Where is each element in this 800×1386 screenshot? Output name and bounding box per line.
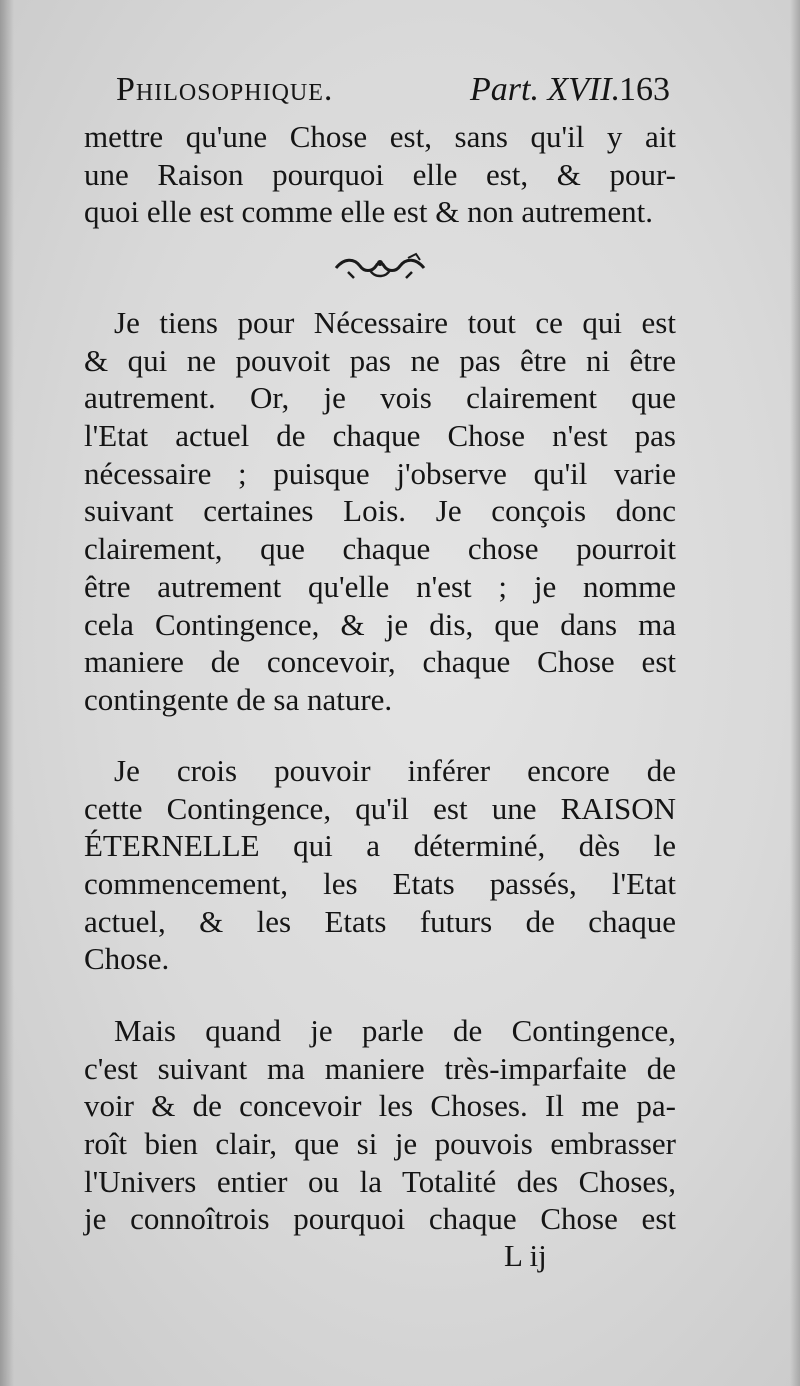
text-line: actuel, & les Etats futurs de chaque xyxy=(84,903,676,939)
signature-mark: L ij xyxy=(504,1238,547,1273)
text-line: cette Contingence, qu'il est une RAISON xyxy=(84,790,676,826)
fleuron-ornament-icon xyxy=(330,252,430,282)
paragraph-contingence xyxy=(84,1012,676,1238)
page-edge-shadow-right xyxy=(790,0,800,1386)
text-line: roît bien clair, que si je pouvois embrasser xyxy=(84,1126,676,1162)
text-line: ÉTERNELLE qui a déterminé, dès le xyxy=(84,828,676,864)
text-line: être autrement qu'elle n'est ; je nomme xyxy=(84,568,676,604)
text-line: c'est suivant ma maniere très-imparfaite de xyxy=(84,1050,676,1086)
running-title: Philosophique. xyxy=(116,71,334,108)
text-line: autrement. Or, je vois clairement que xyxy=(84,380,676,416)
text-line: cela Contingence, & je dis, que dans ma xyxy=(84,606,676,642)
text-line: commencement, les Etats passés, l'Etat xyxy=(84,866,676,902)
text-line: contingente de sa nature. xyxy=(84,681,393,717)
page-edge-shadow-left xyxy=(0,0,14,1386)
text-line: maniere de concevoir, chaque Chose est xyxy=(84,644,676,680)
text-line: l'Univers entier ou la Totalité des Choses, xyxy=(84,1163,676,1199)
text-line: clairement, que chaque chose pourroit xyxy=(84,531,676,567)
text-line: je connoîtrois pourquoi chaque Chose est xyxy=(84,1201,676,1237)
text-line: l'Etat actuel de chaque Chose n'est pas xyxy=(84,418,676,454)
text-line: une Raison pourquoi elle est, & pour- xyxy=(84,156,676,192)
text-line: Je tiens pour Nécessaire tout ce qui est xyxy=(114,305,676,340)
page-number: 163 xyxy=(619,71,670,108)
running-header xyxy=(86,66,670,114)
text-line: suivant certaines Lois. Je conçois donc xyxy=(84,493,676,529)
part-label: Part. XVII. xyxy=(470,71,621,108)
text-line: voir & de concevoir les Choses. Il me pa- xyxy=(84,1088,676,1124)
text-line: & qui ne pouvoit pas ne pas être ni être xyxy=(84,342,676,378)
text-line: Je crois pouvoir inférer encore de xyxy=(114,753,676,788)
paragraph-raison-eternelle xyxy=(84,752,676,978)
text-line: quoi elle est comme elle est & non autrement. xyxy=(84,194,654,230)
text-line: nécessaire ; puisque j'observe qu'il varie xyxy=(84,455,676,491)
paragraph-necessaire xyxy=(84,304,676,719)
text-line: Chose. xyxy=(84,941,170,977)
text-line: Mais quand je parle de Contingence, xyxy=(114,1013,676,1048)
text-line: mettre qu'une Chose est, sans qu'il y ait xyxy=(84,119,676,154)
opening-text xyxy=(84,118,676,231)
